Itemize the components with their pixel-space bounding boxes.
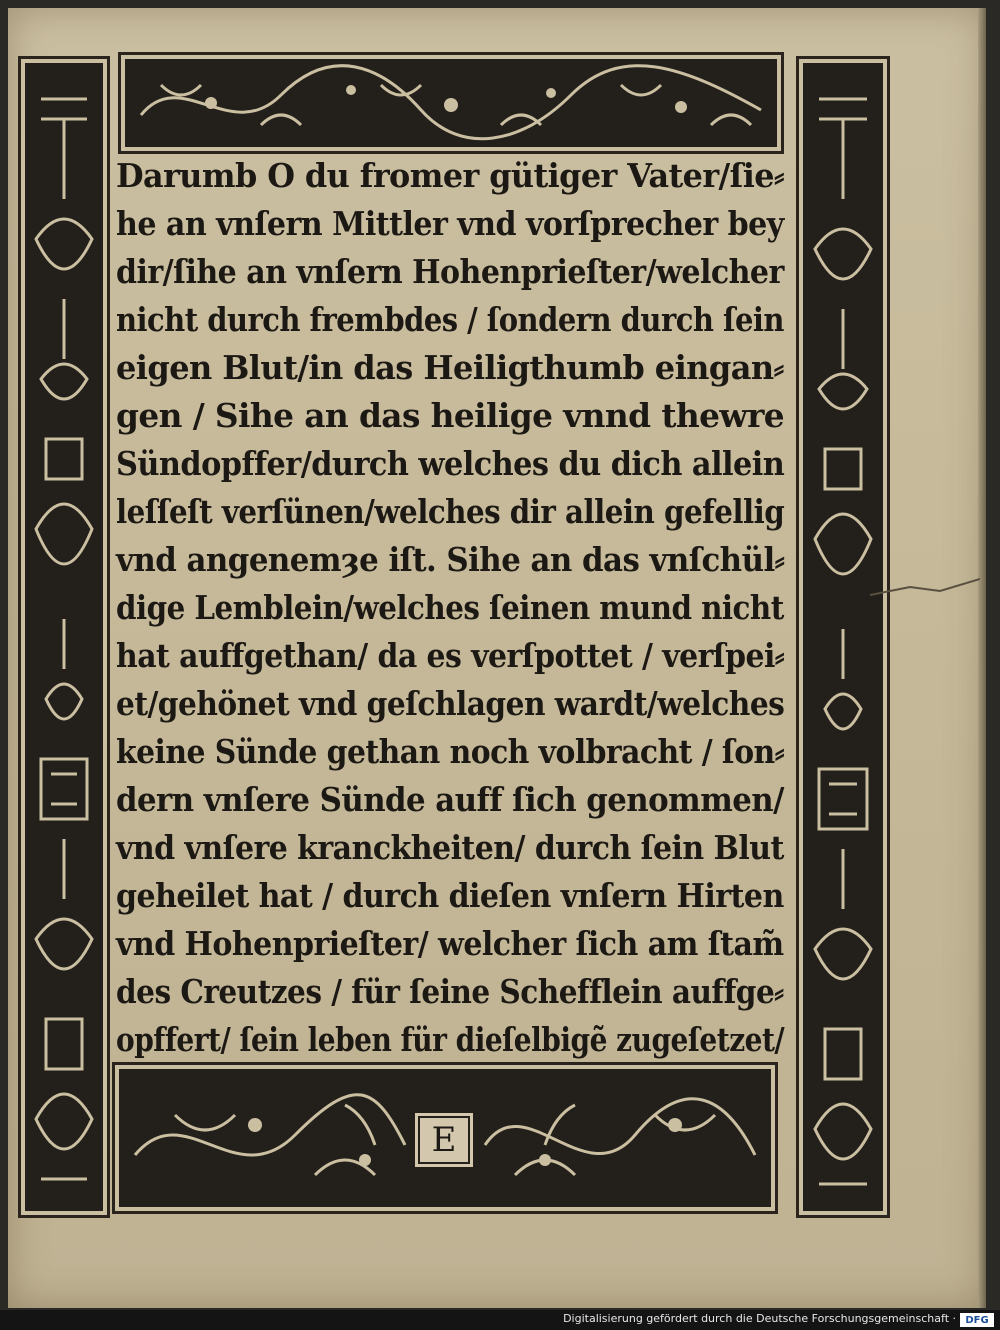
text-line: keine Sünde gethan noch volbracht / ſon⸗ [116,732,785,771]
text-line: des Creutzes / für ſeine Schefflein auffge⸗ [116,972,784,1011]
text-line: Darumb O du fromer gütiger Vater/ſie⸗ [116,156,784,195]
text-line: vnd vnſere kranckheiten/ durch ſein Blut [116,828,784,867]
footer-credit: Digitalisierung gefördert durch die Deutsche Forschungsgemeinschaft · [563,1312,956,1325]
text-line: opffert/ ſein leben für dieſelbigẽ zugeſetzet/ [116,1020,785,1059]
text-line: et/gehönet vnd geſchlagen wardt/welches [116,684,785,723]
page-tear [870,575,980,605]
text-line: leſſeſt verſünen/welches dir allein gefellig [116,492,785,531]
text-line: dern vnſere Sünde auff ſich genommen/ [116,780,784,819]
text-line: eigen Blut/in das Heiligthumb eingan⸗ [116,348,784,387]
footer-bar [0,1310,1000,1330]
text-line: vnd angenemȝe iſt. Sihe an das vnſchül⸗ [116,540,785,579]
dfg-logo: DFG [960,1313,994,1327]
text-line: hat auffgethan/ da es verſpottet / verſpei⸗ [116,636,785,675]
text-line: nicht durch frembdes / ſondern durch ſein [116,300,784,339]
ornamental-border-left [18,56,110,1218]
ornamental-border-top [118,52,784,154]
text-line: he an vnſern Mittler vnd vorſprecher bey [116,204,784,243]
text-line: dige Lemblein/welches ſeinen mund nicht [116,588,784,627]
text-line: vnd Hohenprieſter/ welcher ſich am ſtam̃ [116,924,784,963]
text-line: Sündopffer/durch welches du dich allein [116,444,785,483]
text-line: gen / Sihe an das heilige vnnd thewre [116,396,785,435]
catchword: E [431,1120,457,1160]
text-line: dir/ſihe an vnſern Hohenprieſter/welcher [116,252,784,291]
page-text [116,152,788,1062]
ornamental-border-right [796,56,890,1218]
page-edge [978,8,986,1308]
text-line: geheilet hat / durch dieſen vnſern Hirten [116,876,784,915]
catchword-box [412,1110,476,1170]
